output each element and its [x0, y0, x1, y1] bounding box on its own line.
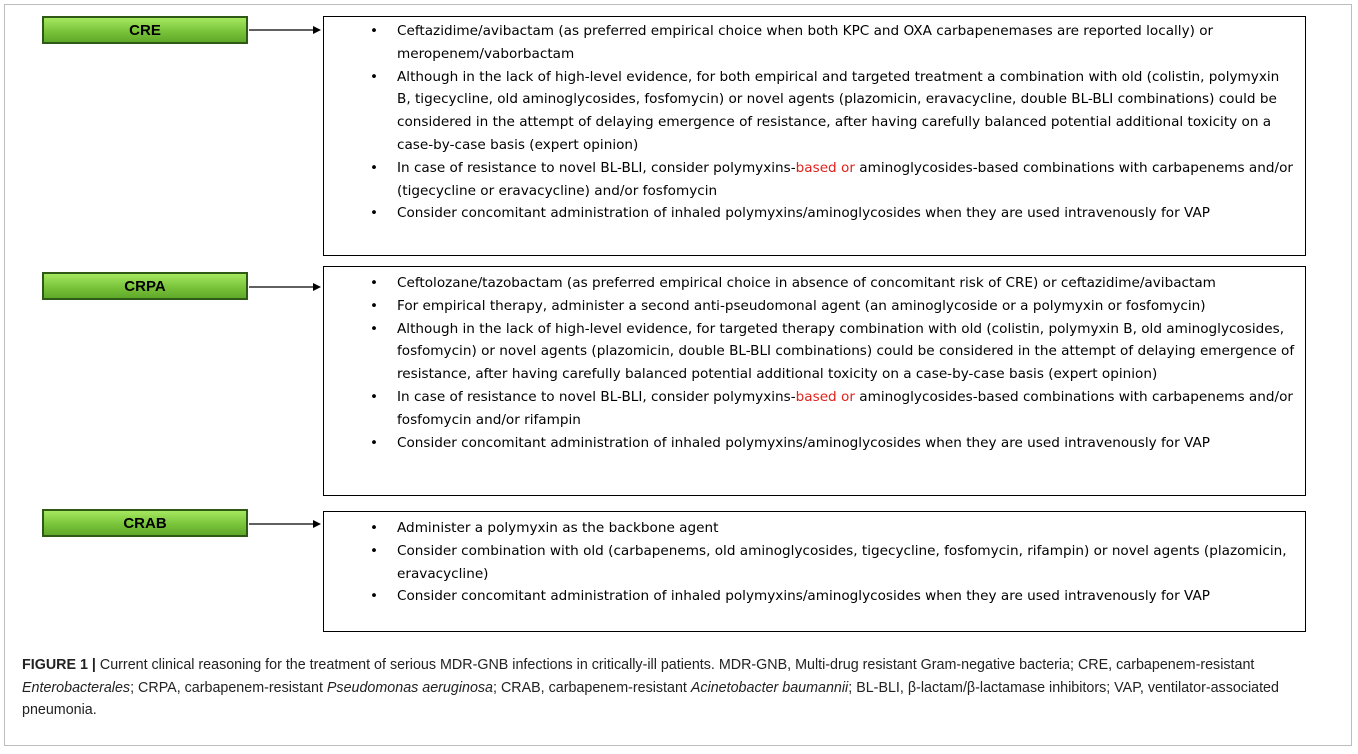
crab-recommendations-box [323, 511, 1306, 632]
figure-caption: FIGURE 1 | Current clinical reasoning for the treatment of serious MDR-GNB infections in critically-ill patients. MDR-GNB, Multi-drug resistant Gram-negative bacteria; CRE, carbapenem-resistant Enterobacterales; CRPA, carbapenem-resistant Pseudomonas aeruginosa; CRAB, carbapenem-resistant Acinetobacter baumannii; BL-BLI, β-lactam/β-lactamase inhibitors; VAP, ventilator-associated pneumonia. [22, 657, 1279, 718]
list-item: • Although in the lack of high-level evidence, for targeted therapy combination with old (colistin, polymyxin B, old aminoglycosides, fosfomycin) or novel agents (plazomicin, double BL-BLI combinations) could be considered in the attempt of delaying emergence of resistance, after having carefully balanced potential additional toxicity on a case-by-case basis (expert opinion) [370, 320, 1295, 383]
cre-bullet-list [324, 20, 1305, 225]
cre-label: CRE [129, 21, 161, 39]
crpa-label-box [42, 272, 248, 300]
crpa-recommendations-box [323, 266, 1306, 496]
list-item: • Consider concomitant administration of inhaled polymyxins/aminoglycosides when they are used intravenously for VAP [370, 205, 1210, 222]
crpa-arrow [249, 281, 321, 293]
figure-label: FIGURE 1 | [22, 657, 96, 673]
list-item: • Consider combination with old (carbapenems, old aminoglycosides, tigecycline, fosfomycin, rifampin) or novel agents (plazomicin, eravacycline) [370, 542, 1287, 582]
list-item: • For empirical therapy, administer a second anti-pseudomonal agent (an aminoglycoside or a polymyxin or fosfomycin) [370, 297, 1206, 314]
list-item: • Administer a polymyxin as the backbone agent [370, 520, 719, 536]
crab-label-box [42, 509, 248, 537]
crab-bullet-list [324, 517, 1305, 608]
list-item: • Consider concomitant administration of inhaled polymyxins/aminoglycosides when they are used intravenously for VAP [370, 434, 1210, 451]
cre-arrow [249, 24, 321, 36]
list-item: • Ceftazidime/avibactam (as preferred empirical choice when both KPC and OXA carbapenemases are reported locally) or meropenem/vaborbactam [370, 23, 1214, 62]
crab-label: CRAB [123, 514, 167, 532]
cre-recommendations-box [323, 16, 1306, 256]
list-item: • Ceftolozane/tazobactam (as preferred empirical choice in absence of concomitant risk of CRE) or ceftazidime/avibactam [370, 275, 1216, 291]
crpa-bullet-list [324, 272, 1305, 454]
list-item: • Consider concomitant administration of inhaled polymyxins/aminoglycosides when they are used intravenously for VAP [370, 588, 1210, 605]
crpa-label: CRPA [124, 277, 166, 295]
list-item: • Although in the lack of high-level evidence, for both empirical and targeted treatment a combination with old (colistin, polymyxin B, tigecycline, old aminoglycosides, fosfomycin) or novel agents (plazomicin, eravacycline, double BL-BLI combinations) could be considered in the attempt of delaying emergence of resistance, after having carefully balanced potential additional toxicity on a case-by-case basis (expert opinion) [370, 68, 1280, 153]
list-item: • In case of resistance to novel BL-BLI, consider polymyxins-based or aminoglycosides-based combinations with carbapenems and/or fosfomycin and/or rifampin [370, 388, 1293, 428]
crab-arrow [249, 518, 321, 530]
cre-label-box [42, 16, 248, 44]
list-item: • In case of resistance to novel BL-BLI, consider polymyxins-based or aminoglycosides-based combinations with carbapenems and/or (tigecycline or eravacycline) and/or fosfomycin [370, 159, 1293, 199]
